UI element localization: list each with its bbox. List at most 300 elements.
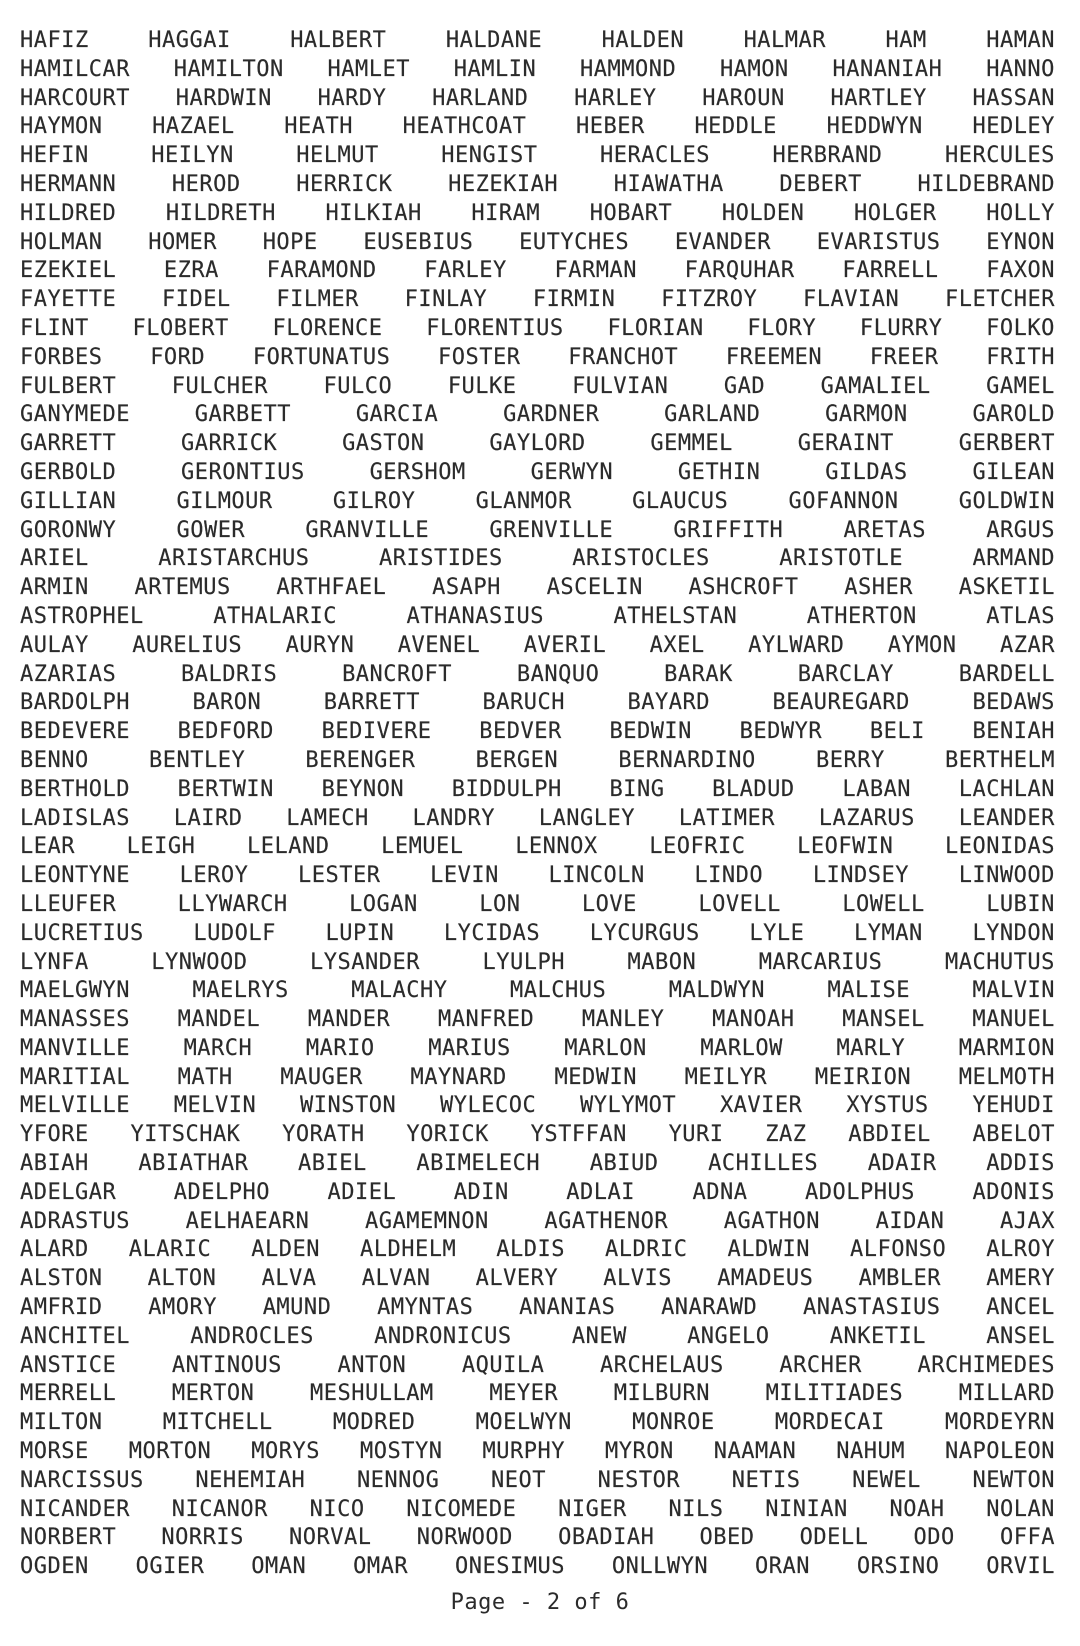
name-entry: HALMAR — [743, 28, 827, 53]
name-line — [20, 632, 1055, 661]
name-entry: MILTON — [20, 1410, 103, 1436]
name-entry: ZAZ — [765, 1122, 807, 1148]
name-entry: AMERY — [986, 1266, 1055, 1292]
name-entry: GOWER — [176, 517, 246, 543]
name-entry: HEDDWYN — [826, 114, 923, 140]
name-entry: HAGGAI — [148, 28, 231, 53]
name-entry: HENGIST — [441, 143, 538, 169]
name-line — [20, 517, 1055, 546]
name-entry: AGATHON — [723, 1208, 820, 1234]
name-entry: OGDEN — [20, 1554, 89, 1580]
name-line — [20, 1409, 1055, 1438]
name-entry: MARITIAL — [20, 1064, 130, 1090]
name-entry: FRITH — [986, 344, 1055, 370]
name-entry: LEVIN — [430, 863, 499, 889]
name-entry: LYCURGUS — [589, 920, 700, 946]
name-entry: MEIRION — [814, 1064, 912, 1090]
name-entry: HILDEBRAND — [917, 171, 1055, 197]
name-entry: MITCHELL — [162, 1410, 273, 1436]
name-entry: YSTFFAN — [530, 1122, 627, 1148]
name-entry: OBED — [699, 1525, 755, 1551]
name-entry: MALVIN — [972, 978, 1055, 1004]
name-entry: FULKE — [447, 373, 517, 399]
name-entry: LEROY — [179, 863, 249, 889]
name-entry: BARCLAY — [797, 661, 894, 687]
name-entry: FLOBERT — [132, 315, 229, 341]
name-entry: HARTLEY — [830, 85, 927, 111]
name-entry: ADELGAR — [20, 1179, 117, 1205]
name-entry: LANDRY — [412, 805, 495, 831]
name-entry: HEFIN — [20, 143, 89, 169]
name-entry: NESTOR — [597, 1467, 681, 1493]
name-entry: NAHUM — [836, 1439, 905, 1465]
name-entry: ORSINO — [856, 1554, 940, 1580]
name-entry: BEDAWS — [972, 690, 1055, 716]
name-entry: LINCOLN — [548, 863, 645, 889]
name-entry: WYLECOC — [439, 1093, 537, 1119]
name-line — [20, 315, 1055, 344]
name-entry: HERBRAND — [772, 143, 883, 169]
name-entry: BLADUD — [712, 776, 795, 802]
name-entry: LEIGH — [126, 834, 196, 860]
name-line — [20, 56, 1055, 85]
name-entry: BING — [609, 776, 665, 802]
name-entry: LON — [479, 891, 521, 917]
name-entry: LUCRETIUS — [20, 920, 144, 946]
name-entry: HAMMOND — [579, 56, 677, 82]
name-entry: AIDAN — [875, 1208, 945, 1234]
name-entry: FLURRY — [859, 315, 943, 341]
name-entry: BANQUO — [516, 661, 600, 687]
name-entry: GILDAS — [825, 459, 908, 485]
name-entry: AQUILA — [461, 1352, 545, 1378]
name-entry: MAYNARD — [410, 1064, 507, 1090]
name-entry: NEWEL — [852, 1467, 921, 1493]
name-entry: AZARIAS — [20, 661, 117, 687]
name-line — [20, 833, 1055, 862]
name-entry: LYLE — [749, 920, 805, 946]
name-entry: LOWELL — [842, 891, 925, 917]
name-entry: AMADEUS — [717, 1266, 814, 1292]
name-entry: ABDIEL — [848, 1122, 931, 1148]
name-entry: NEOT — [491, 1467, 547, 1493]
name-entry: GERSHOM — [369, 459, 466, 485]
name-entry: NIGER — [558, 1496, 627, 1522]
name-entry: HASSAN — [972, 85, 1055, 111]
name-entry: AGAMEMNON — [365, 1208, 489, 1234]
name-entry: GILEAN — [972, 459, 1055, 485]
name-entry: FREEMEN — [725, 344, 823, 370]
name-entry: AMYNTAS — [377, 1295, 474, 1321]
name-entry: MARLY — [836, 1035, 906, 1061]
name-entry: NORBERT — [20, 1525, 117, 1551]
name-entry: ALDEN — [251, 1237, 320, 1263]
name-entry: AMFRID — [20, 1295, 103, 1321]
name-entry: HALDANE — [445, 28, 543, 53]
name-entry: FAYETTE — [20, 287, 117, 313]
name-entry: ARTEMUS — [134, 575, 231, 601]
name-entry: FORTUNATUS — [252, 344, 391, 370]
name-entry: HEATHCOAT — [402, 114, 527, 140]
name-entry: BARDELL — [958, 661, 1055, 687]
name-entry: HERCULES — [944, 143, 1055, 169]
name-entry: AVERIL — [523, 632, 607, 658]
name-entry: AELHAEARN — [185, 1208, 310, 1234]
name-entry: MAUGER — [280, 1064, 363, 1090]
name-entry: HANANIAH — [832, 56, 943, 82]
name-entry: MARCARIUS — [758, 949, 883, 975]
name-entry: LYSANDER — [309, 949, 420, 975]
name-entry: MANUEL — [972, 1007, 1055, 1033]
name-entry: GANYMEDE — [20, 402, 130, 428]
name-entry: MANDEL — [177, 1007, 261, 1033]
name-entry: HAM — [885, 28, 927, 53]
name-entry: YITSCHAK — [130, 1122, 241, 1148]
name-entry: WINSTON — [299, 1093, 397, 1119]
name-entry: HILKIAH — [325, 200, 422, 226]
name-entry: ODELL — [799, 1525, 869, 1551]
name-entry: LANGLEY — [538, 805, 635, 831]
name-entry: FLORY — [747, 315, 817, 341]
name-entry: ALARD — [20, 1237, 89, 1263]
name-entry: ONLLWYN — [611, 1554, 709, 1580]
name-entry: FARLEY — [424, 258, 507, 284]
name-entry: LEONTYNE — [20, 863, 130, 889]
name-entry: ONESIMUS — [455, 1554, 565, 1580]
names-list — [20, 27, 1055, 1582]
name-entry: ARMAND — [972, 546, 1055, 572]
name-entry: DEBERT — [779, 171, 862, 197]
name-entry: ALDWIN — [727, 1237, 810, 1263]
name-entry: HILDRETH — [165, 200, 276, 226]
name-entry: GILLIAN — [20, 488, 117, 514]
name-entry: NETIS — [731, 1467, 801, 1493]
name-entry: MABON — [627, 949, 697, 975]
name-entry: ABIMELECH — [416, 1151, 541, 1177]
name-entry: LOVELL — [698, 891, 781, 917]
name-line — [20, 1467, 1055, 1496]
name-entry: LUPIN — [325, 920, 395, 946]
name-entry: HEILYN — [151, 143, 234, 169]
name-entry: MALACHY — [351, 978, 448, 1004]
name-entry: EYNON — [986, 229, 1055, 255]
name-entry: ALSTON — [20, 1266, 103, 1292]
name-entry: ALFONSO — [849, 1237, 947, 1263]
name-entry: FARAMOND — [266, 258, 377, 284]
name-entry: FARQUHAR — [684, 258, 795, 284]
name-entry: ARCHIMEDES — [917, 1352, 1055, 1378]
name-entry: ANCHITEL — [20, 1323, 130, 1349]
name-line — [20, 689, 1055, 718]
name-entry: HAMAN — [986, 28, 1055, 53]
name-entry: HARCOURT — [20, 85, 130, 111]
name-entry: ABELOT — [972, 1122, 1055, 1148]
name-entry: AYMON — [887, 632, 957, 658]
name-entry: ANDRONICUS — [374, 1323, 512, 1349]
name-entry: LYNFA — [20, 949, 89, 975]
name-entry: OFFA — [999, 1525, 1055, 1551]
name-line — [20, 977, 1055, 1006]
name-line — [20, 142, 1055, 171]
name-entry: BARDOLPH — [20, 690, 130, 716]
name-entry: MORDECAI — [774, 1410, 885, 1436]
name-entry: FAXON — [986, 258, 1055, 284]
name-entry: MARIO — [305, 1035, 375, 1061]
name-entry: ALDIS — [496, 1237, 565, 1263]
name-entry: GRENVILLE — [489, 517, 614, 543]
name-entry: HEZEKIAH — [448, 171, 559, 197]
name-entry: XAVIER — [719, 1093, 803, 1119]
name-entry: GLANMOR — [475, 488, 572, 514]
name-line — [20, 1006, 1055, 1035]
name-entry: HERACLES — [599, 143, 710, 169]
name-entry: ATHALARIC — [213, 603, 337, 629]
name-entry: ADIN — [453, 1179, 509, 1205]
name-entry: MACHUTUS — [944, 949, 1055, 975]
name-entry: OBADIAH — [558, 1525, 655, 1551]
name-entry: EZEKIEL — [20, 258, 117, 284]
name-entry: ALVAN — [361, 1266, 431, 1292]
name-entry: NEWTON — [972, 1467, 1055, 1493]
name-entry: AZAR — [999, 632, 1055, 658]
name-entry: HAMILCAR — [20, 56, 130, 82]
name-line — [20, 200, 1055, 229]
name-entry: ADAIR — [867, 1151, 937, 1177]
name-entry: LUDOLF — [193, 920, 276, 946]
name-line — [20, 85, 1055, 114]
name-entry: ALVERY — [475, 1266, 559, 1292]
name-entry: ORVIL — [986, 1554, 1055, 1580]
name-entry: ARTHFAEL — [276, 575, 387, 601]
name-entry: AVENEL — [397, 632, 481, 658]
name-entry: ARCHER — [779, 1352, 862, 1378]
name-line — [20, 574, 1055, 603]
name-entry: MANDER — [307, 1007, 391, 1033]
name-entry: EUSEBIUS — [363, 229, 474, 255]
name-entry: NARCISSUS — [20, 1467, 144, 1493]
name-entry: LLEUFER — [20, 891, 117, 917]
name-entry: MILBURN — [613, 1381, 710, 1407]
name-entry: GARMON — [825, 402, 908, 428]
name-entry: FOLKO — [986, 315, 1055, 341]
name-entry: ARISTIDES — [379, 546, 503, 572]
name-entry: LINDSEY — [812, 863, 910, 889]
name-entry: GETHIN — [677, 459, 761, 485]
name-entry: MEDWIN — [554, 1064, 637, 1090]
name-entry: LAZARUS — [818, 805, 915, 831]
name-entry: HAZAEL — [152, 114, 235, 140]
name-entry: ANCEL — [986, 1295, 1055, 1321]
name-entry: GRIFFITH — [673, 517, 784, 543]
name-entry: BERTWIN — [177, 776, 274, 802]
name-entry: NORRIS — [161, 1525, 244, 1551]
name-entry: MORDEYRN — [945, 1410, 1055, 1436]
name-line — [20, 373, 1055, 402]
name-entry: LENNOX — [515, 834, 598, 860]
name-entry: ARISTARCHUS — [158, 546, 310, 572]
name-entry: EUTYCHES — [519, 229, 630, 255]
name-entry: MARMION — [958, 1035, 1055, 1061]
name-entry: ADONIS — [972, 1179, 1055, 1205]
name-entry: ARMIN — [20, 575, 89, 601]
name-entry: LABAN — [842, 776, 912, 802]
name-entry: FILMER — [276, 287, 359, 313]
name-entry: FULBERT — [20, 373, 117, 399]
name-line — [20, 1208, 1055, 1237]
name-entry: MATH — [177, 1064, 233, 1090]
name-entry: GAMALIEL — [820, 373, 931, 399]
name-entry: YURI — [668, 1122, 724, 1148]
name-entry: LINWOOD — [958, 863, 1055, 889]
name-entry: MEYER — [489, 1381, 559, 1407]
name-line — [20, 545, 1055, 574]
name-entry: YORATH — [282, 1122, 365, 1148]
page-footer: Page - 2 of 6 — [450, 1590, 630, 1615]
name-entry: FARRELL — [842, 258, 939, 284]
name-entry: GAYLORD — [489, 431, 586, 457]
name-entry: BEYNON — [321, 776, 405, 802]
name-entry: ASHCROFT — [688, 575, 799, 601]
name-entry: LAMECH — [286, 805, 369, 831]
name-entry: BARRETT — [323, 690, 420, 716]
name-entry: GILROY — [332, 488, 416, 514]
name-entry: FLORENCE — [272, 315, 383, 341]
name-entry: ADELPHO — [173, 1179, 270, 1205]
name-entry: YORICK — [406, 1122, 489, 1148]
name-entry: LELAND — [246, 834, 330, 860]
name-entry: HALDEN — [601, 28, 685, 53]
name-entry: FLINT — [20, 315, 89, 341]
name-line — [20, 891, 1055, 920]
name-entry: FLORENTIUS — [426, 315, 564, 341]
name-entry: MALDWYN — [668, 978, 765, 1004]
name-line — [20, 257, 1055, 286]
name-entry: ANDROCLES — [190, 1323, 314, 1349]
name-entry: NEHEMIAH — [195, 1467, 306, 1493]
name-entry: MYRON — [605, 1439, 674, 1465]
name-entry: ALDRIC — [604, 1237, 688, 1263]
name-entry: LEANDER — [958, 805, 1055, 831]
name-entry: HAMLIN — [453, 56, 537, 82]
name-line — [20, 805, 1055, 834]
name-entry: ASKETIL — [958, 575, 1055, 601]
name-entry: BELI — [869, 719, 925, 745]
name-entry: ASTROPHEL — [20, 603, 144, 629]
name-entry: LOVE — [581, 891, 637, 917]
name-entry: WYLYMOT — [579, 1093, 677, 1119]
name-entry: HAROUN — [702, 85, 785, 111]
name-entry: FLETCHER — [944, 287, 1055, 313]
name-line — [20, 1294, 1055, 1323]
name-entry: AMUND — [262, 1295, 332, 1321]
name-entry: AMORY — [148, 1295, 217, 1321]
name-entry: MELVILLE — [20, 1093, 130, 1119]
name-entry: GRANVILLE — [305, 517, 430, 543]
name-entry: ALVIS — [603, 1266, 673, 1292]
name-entry: HIRAM — [471, 200, 541, 226]
name-entry: NORVAL — [289, 1525, 372, 1551]
name-entry: BERRY — [816, 747, 885, 773]
name-entry: FIDEL — [161, 287, 231, 313]
name-entry: ANANIAS — [519, 1295, 616, 1321]
name-entry: HOLGER — [854, 200, 937, 226]
name-line — [20, 718, 1055, 747]
name-entry: BARUCH — [482, 690, 565, 716]
name-entry: HAFIZ — [20, 28, 89, 53]
name-entry: FRANCHOT — [568, 344, 679, 370]
name-line — [20, 488, 1055, 517]
name-entry: FLAVIAN — [803, 287, 900, 313]
name-entry: GOLDWIN — [958, 488, 1055, 514]
name-line — [20, 1524, 1055, 1553]
name-entry: ORAN — [754, 1554, 810, 1580]
name-entry: HARLEY — [574, 85, 657, 111]
name-entry: NOAH — [889, 1496, 945, 1522]
name-entry: ADLAI — [566, 1179, 635, 1205]
name-entry: LESTER — [298, 863, 381, 889]
name-entry: ARCHELAUS — [600, 1352, 724, 1378]
name-entry: HOBART — [589, 200, 673, 226]
name-entry: OMAR — [353, 1554, 409, 1580]
name-entry: ADNA — [692, 1179, 748, 1205]
name-entry: ALDHELM — [360, 1237, 457, 1263]
name-line — [20, 171, 1055, 200]
name-entry: LYNDON — [972, 920, 1055, 946]
name-entry: LEOFWIN — [797, 834, 894, 860]
name-entry: FULVIAN — [572, 373, 669, 399]
name-line — [20, 1236, 1055, 1265]
name-entry: FIRMIN — [532, 287, 616, 313]
name-entry: NORWOOD — [416, 1525, 513, 1551]
name-entry: NICOMEDE — [406, 1496, 517, 1522]
name-entry: ATHANASIUS — [406, 603, 544, 629]
name-entry: YEHUDI — [972, 1093, 1055, 1119]
name-entry: ARISTOCLES — [572, 546, 710, 572]
name-entry: MAELGWYN — [20, 978, 130, 1004]
name-entry: MORSE — [20, 1439, 89, 1465]
name-entry: ADDIS — [986, 1151, 1055, 1177]
name-line — [20, 1438, 1055, 1467]
name-line — [20, 920, 1055, 949]
name-line — [20, 603, 1055, 632]
name-entry: MELMOTH — [958, 1064, 1055, 1090]
name-line — [20, 229, 1055, 258]
name-entry: FARMAN — [554, 258, 637, 284]
name-entry: ALVA — [261, 1266, 317, 1292]
name-entry: EVARISTUS — [816, 229, 941, 255]
name-entry: LYMAN — [854, 920, 923, 946]
name-entry: BERENGER — [305, 747, 416, 773]
name-entry: GERONTIUS — [181, 459, 305, 485]
name-entry: AMBLER — [858, 1266, 942, 1292]
name-entry: ALARIC — [128, 1237, 212, 1263]
name-entry: MARIUS — [428, 1035, 511, 1061]
name-entry: AURYN — [285, 632, 355, 658]
name-entry: GARRETT — [20, 431, 117, 457]
name-entry: BEAUREGARD — [772, 690, 910, 716]
name-entry: GAROLD — [972, 402, 1055, 428]
name-line — [20, 1352, 1055, 1381]
name-entry: HEATH — [284, 114, 354, 140]
name-line — [20, 1265, 1055, 1294]
name-entry: ATLAS — [986, 603, 1055, 629]
name-entry: AGATHENOR — [544, 1208, 669, 1234]
name-entry: ANTON — [337, 1352, 407, 1378]
name-entry: GARRICK — [181, 431, 278, 457]
name-entry: FORD — [150, 344, 206, 370]
name-entry: NINIAN — [765, 1496, 848, 1522]
name-line — [20, 27, 1055, 56]
